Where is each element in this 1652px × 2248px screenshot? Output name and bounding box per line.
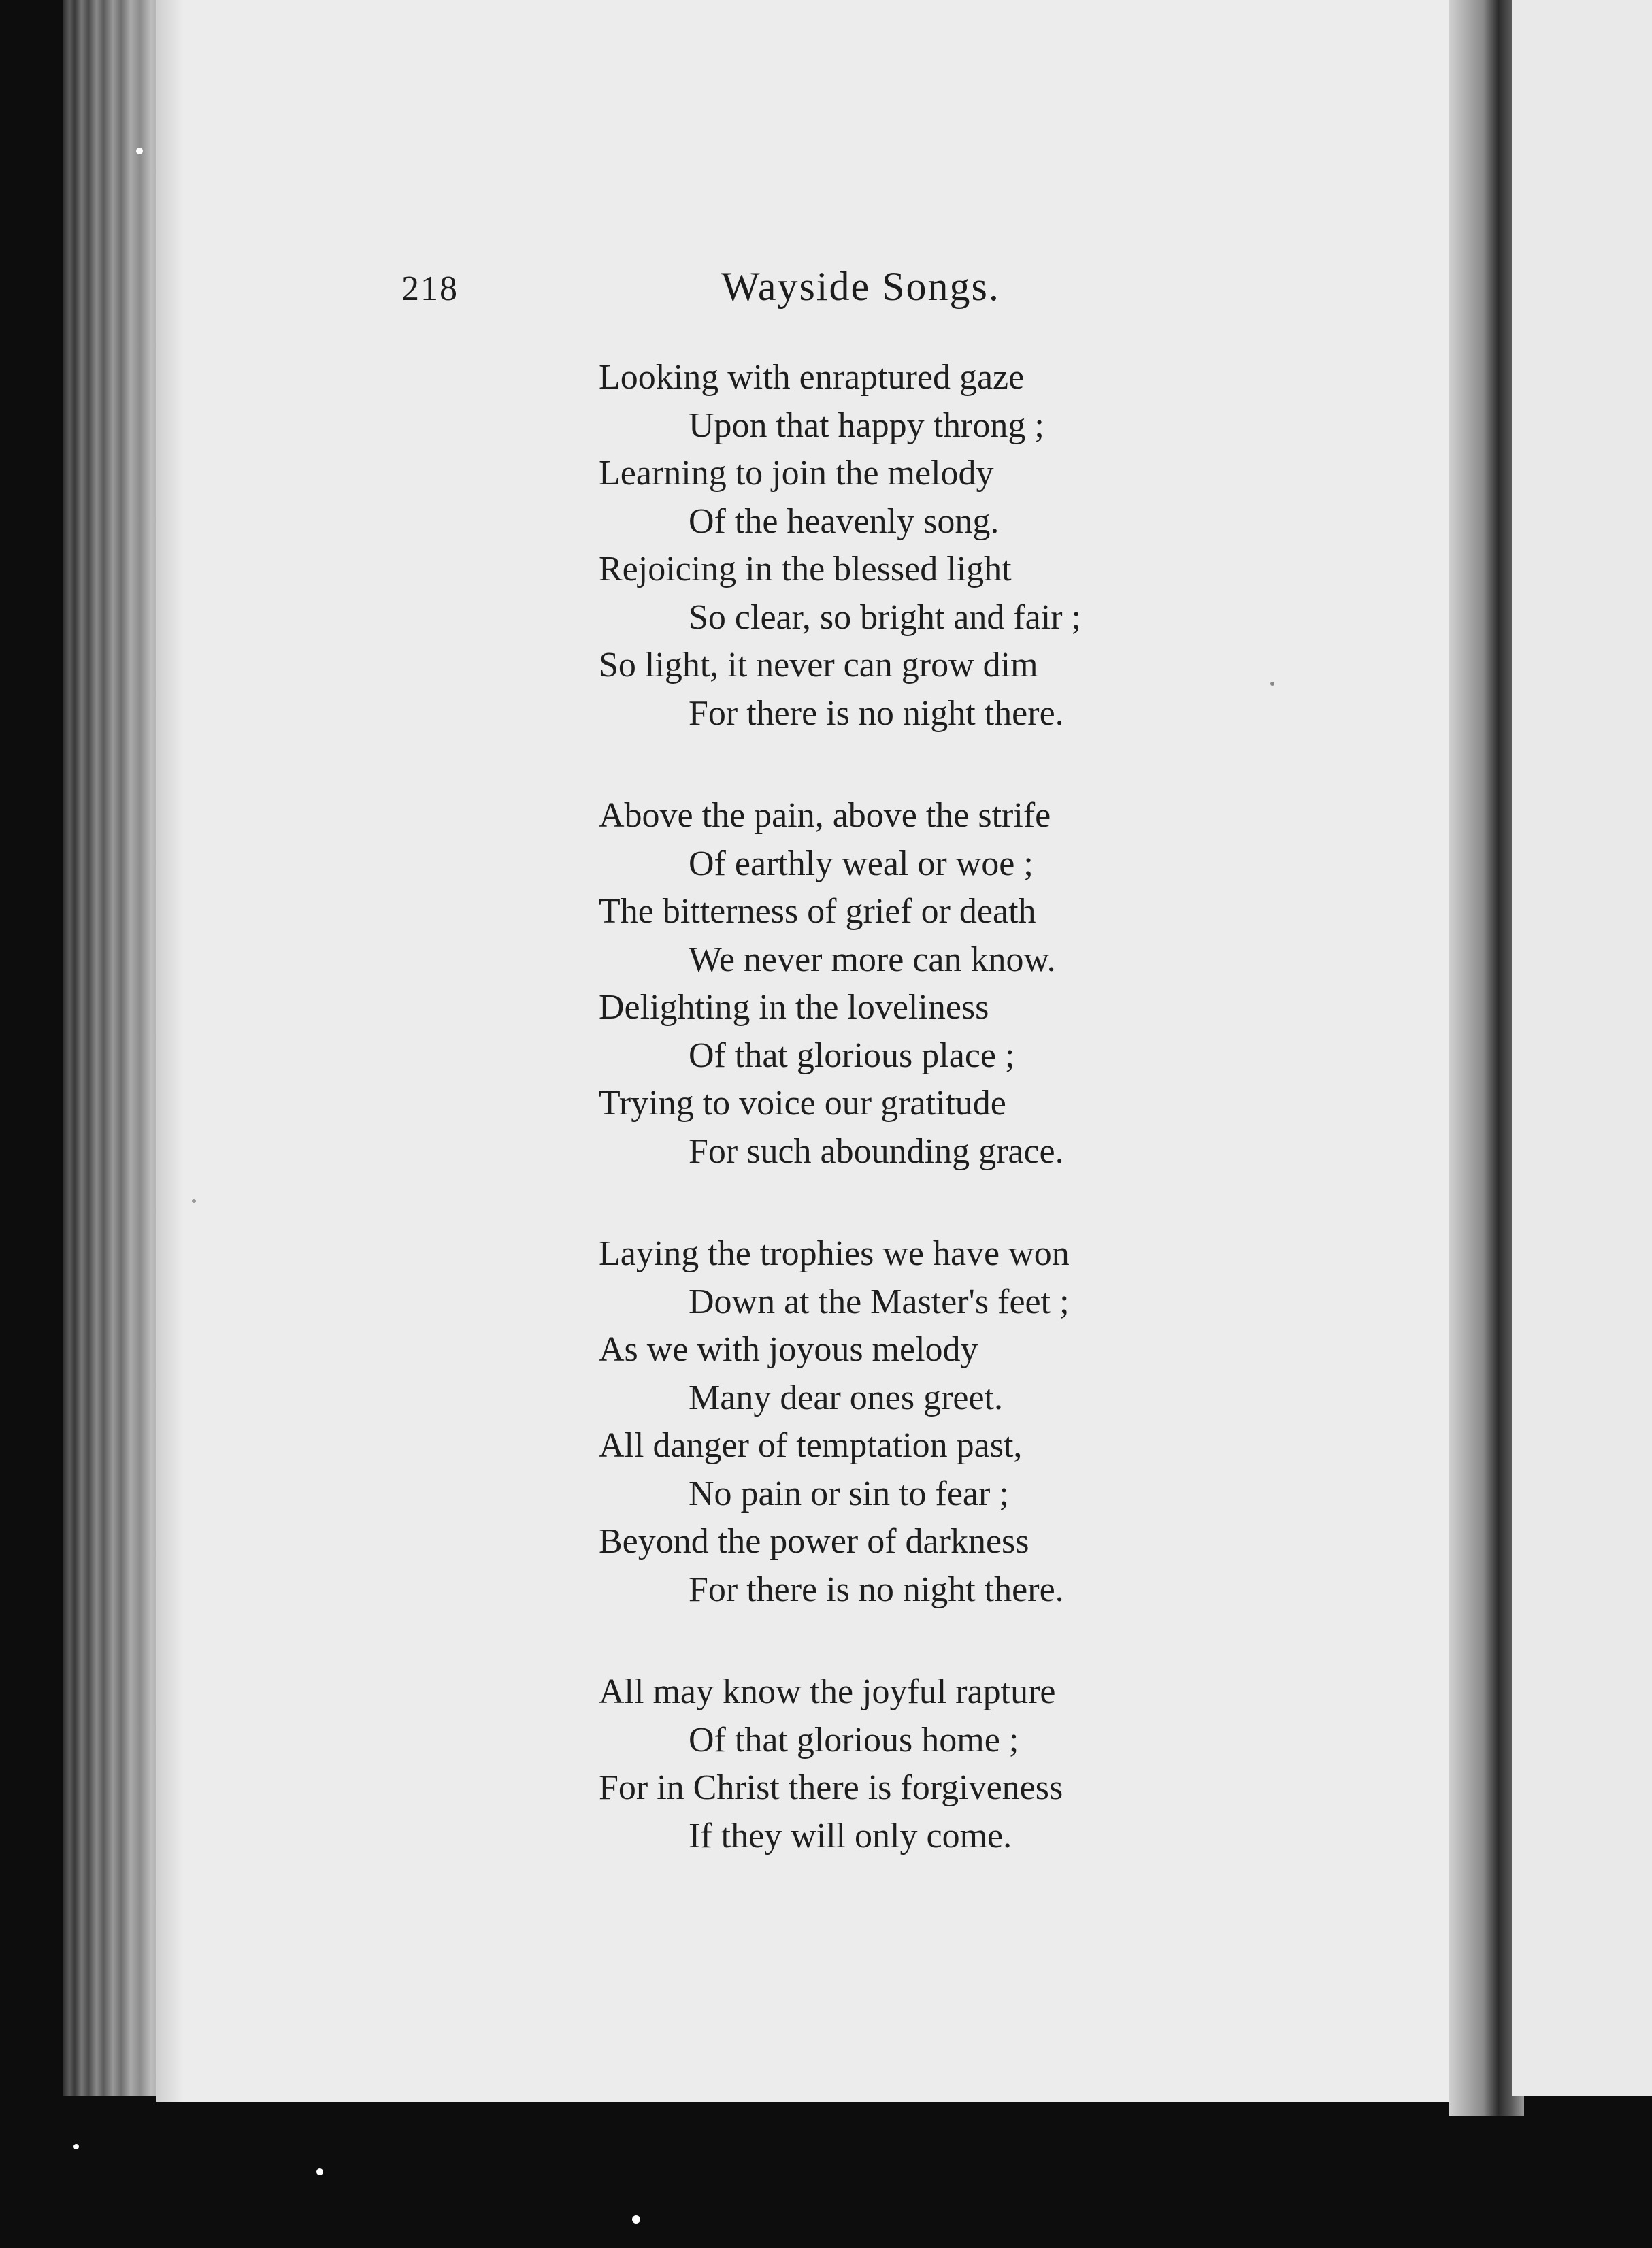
poem-line: For in Christ there is forgiveness	[599, 1768, 1063, 1807]
stanza	[599, 792, 1279, 1176]
poem-line: For there is no night there.	[689, 693, 1064, 733]
poem-body	[599, 354, 1279, 1915]
stanza	[599, 1668, 1279, 1860]
speck	[632, 2215, 640, 2224]
poem-line: Down at the Master's feet ;	[689, 1282, 1070, 1321]
poem-line: The bitterness of grief or death	[599, 892, 1036, 931]
poem-line: All danger of temptation past,	[599, 1426, 1023, 1465]
poem-line: All may know the joyful rapture	[599, 1672, 1056, 1711]
poem-line: Laying the trophies we have won	[599, 1234, 1070, 1273]
poem-line: We never more can know.	[689, 940, 1056, 979]
poem-line: For such abounding grace.	[689, 1131, 1064, 1171]
poem-line: Of that glorious home ;	[689, 1720, 1019, 1759]
running-title: Wayside Songs.	[721, 264, 1000, 309]
poem-line: As we with joyous melody	[599, 1330, 978, 1369]
poem-line: Above the pain, above the strife	[599, 796, 1051, 835]
poem-line: Trying to voice our gratitude	[599, 1084, 1006, 1123]
page-number: 218	[401, 269, 459, 308]
poem-line: No pain or sin to fear ;	[689, 1474, 1009, 1513]
poem-line: Looking with enraptured gaze	[599, 358, 1025, 397]
poem-line: If they will only come.	[689, 1816, 1012, 1855]
stanza	[599, 1230, 1279, 1614]
facing-page-edge	[1512, 0, 1652, 2096]
poem-line: Rejoicing in the blessed light	[599, 550, 1012, 589]
poem-line: So light, it never can grow dim	[599, 646, 1038, 684]
speck	[73, 2144, 79, 2149]
speck	[316, 2168, 323, 2175]
stanza	[599, 354, 1279, 738]
poem-line: Of that glorious place ;	[689, 1036, 1015, 1075]
page-header	[401, 264, 1082, 323]
poem-line: For there is no night there.	[689, 1570, 1064, 1609]
poem-line: Learning to join the melody	[599, 454, 994, 493]
poem-line: Beyond the power of darkness	[599, 1522, 1029, 1561]
poem-line: Upon that happy throng ;	[689, 406, 1044, 445]
page-shadow	[156, 0, 184, 2102]
poem-line: Of earthly weal or woe ;	[689, 844, 1034, 883]
poem-line: Of the heavenly song.	[689, 501, 1000, 541]
poem-line: So clear, so bright and fair ;	[689, 597, 1081, 637]
poem-line: Many dear ones greet.	[689, 1378, 1004, 1417]
poem-line: Delighting in the loveliness	[599, 988, 989, 1027]
